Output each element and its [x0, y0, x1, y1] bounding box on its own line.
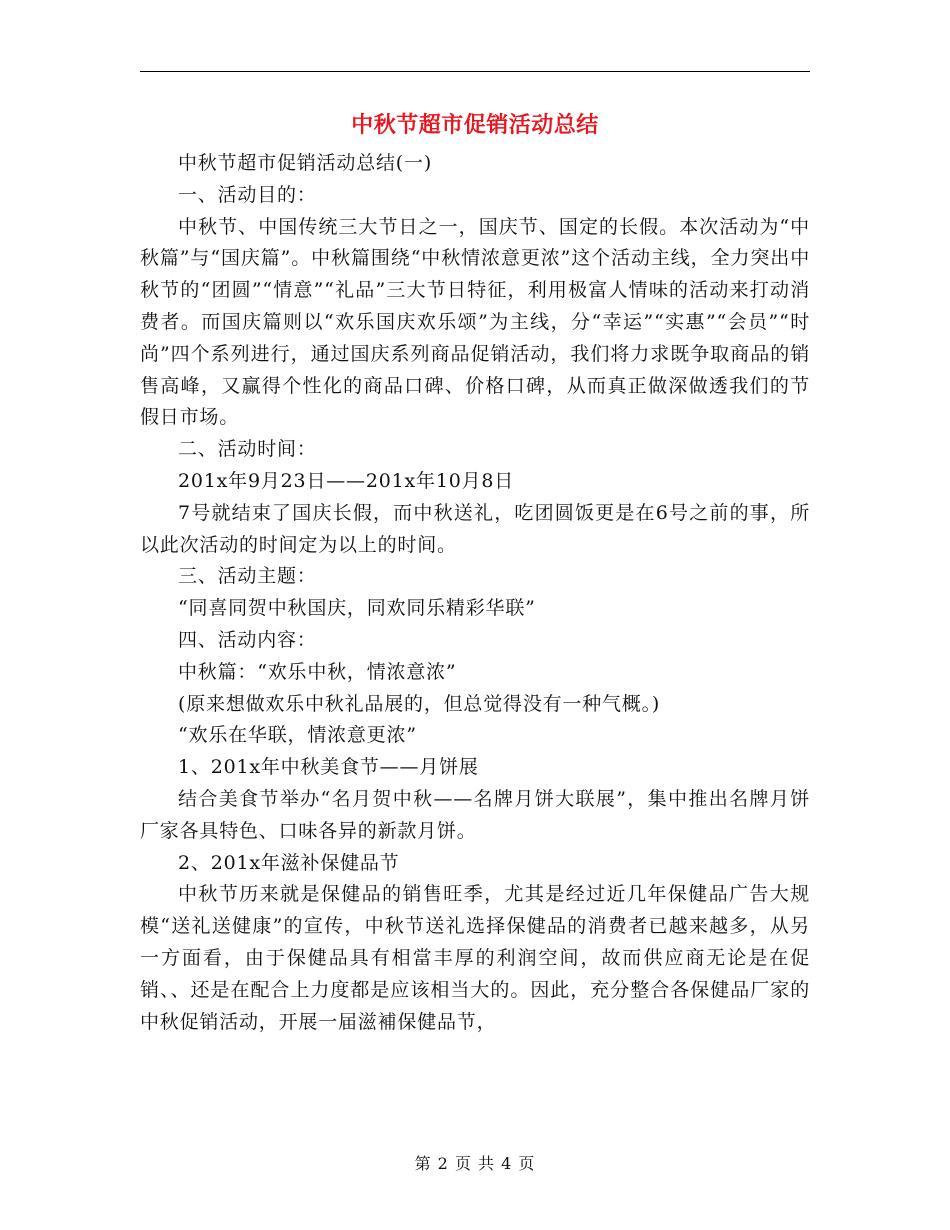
header-rule: [140, 71, 810, 72]
paragraph: 结合美食节举办“名月贺中秋——名牌月饼大联展”，集中推出名牌月饼厂家各具特色、口味各异的新款月饼。: [140, 787, 810, 842]
paragraph: “欢乐在华联，情浓意更浓”: [178, 724, 417, 747]
section-heading: 一、活动目的：: [178, 183, 317, 206]
paragraph: 中秋节超市促销活动总结(一): [178, 152, 433, 174]
footer-prefix: 第: [414, 1154, 432, 1173]
paragraph: 中秋节历来就是保健品的销售旺季，尤其是经过近几年保健品广告大规模“送礼送健康”的宣传，中秋节送礼选择保健品的消费者已越来越多，从另一方面看，由于保健品具有相當丰厚的利润空间，故而供应商无论是在促销、、还是在配合上力度都是应该相当大的。因此，充分整合各保健品厂家的中秋促销活动，开展一届滋補保健品节，: [140, 883, 810, 1033]
section-heading: 三、活动主题：: [178, 565, 317, 588]
section-heading: 二、活动时间：: [178, 438, 317, 461]
paragraph: 201x年9月23日——201x年10月8日: [178, 469, 515, 492]
subsection-heading: 1、201x年中秋美食节——月饼展: [178, 756, 479, 779]
footer-middle: 页 共: [454, 1154, 496, 1173]
page-footer: [140, 1152, 810, 1176]
document-title: 中秋节超市促销活动总结: [351, 112, 599, 138]
footer-page-number: 2: [437, 1154, 449, 1173]
footer-suffix: 页: [518, 1154, 536, 1173]
document-body: [140, 148, 810, 1038]
paragraph: “同喜同贺中秋国庆，同欢同乐精彩华联”: [178, 597, 536, 620]
paragraph: (原来想做欢乐中秋礼品展的，但总觉得没有一种气概。): [178, 692, 661, 715]
footer-total-pages: 4: [501, 1154, 513, 1173]
subsection-heading: 2、201x年滋补保健品节: [178, 851, 400, 874]
paragraph: 7号就结束了国庆长假，而中秋送礼，吃团圆饭更是在6号之前的事，所以此次活动的时间定为以上的时间。: [140, 501, 810, 556]
paragraph: 中秋篇：“欢乐中秋，情浓意浓”: [178, 660, 457, 683]
section-heading: 四、活动内容：: [178, 628, 317, 651]
paragraph: 中秋节、中国传统三大节日之一，国庆节、国定的长假。本次活动为“中秋篇”与“国庆篇”。中秋篇围绕“中秋情浓意更浓”这个活动主线，全力突出中秋节的“团圆”“情意”“礼品”三大节日特征，利用极富人情味的活动来打动消费者。而国庆篇则以“欢乐国庆欢乐颂”为主线，分“幸运”“实惠”“会员”“时尚”四个系列进行，通过国庆系列商品促销活动，我们将力求既争取商品的销售高峰，又赢得个性化的商品口碑、价格口碑，从而真正做深做透我们的节假日市场。: [140, 215, 810, 429]
